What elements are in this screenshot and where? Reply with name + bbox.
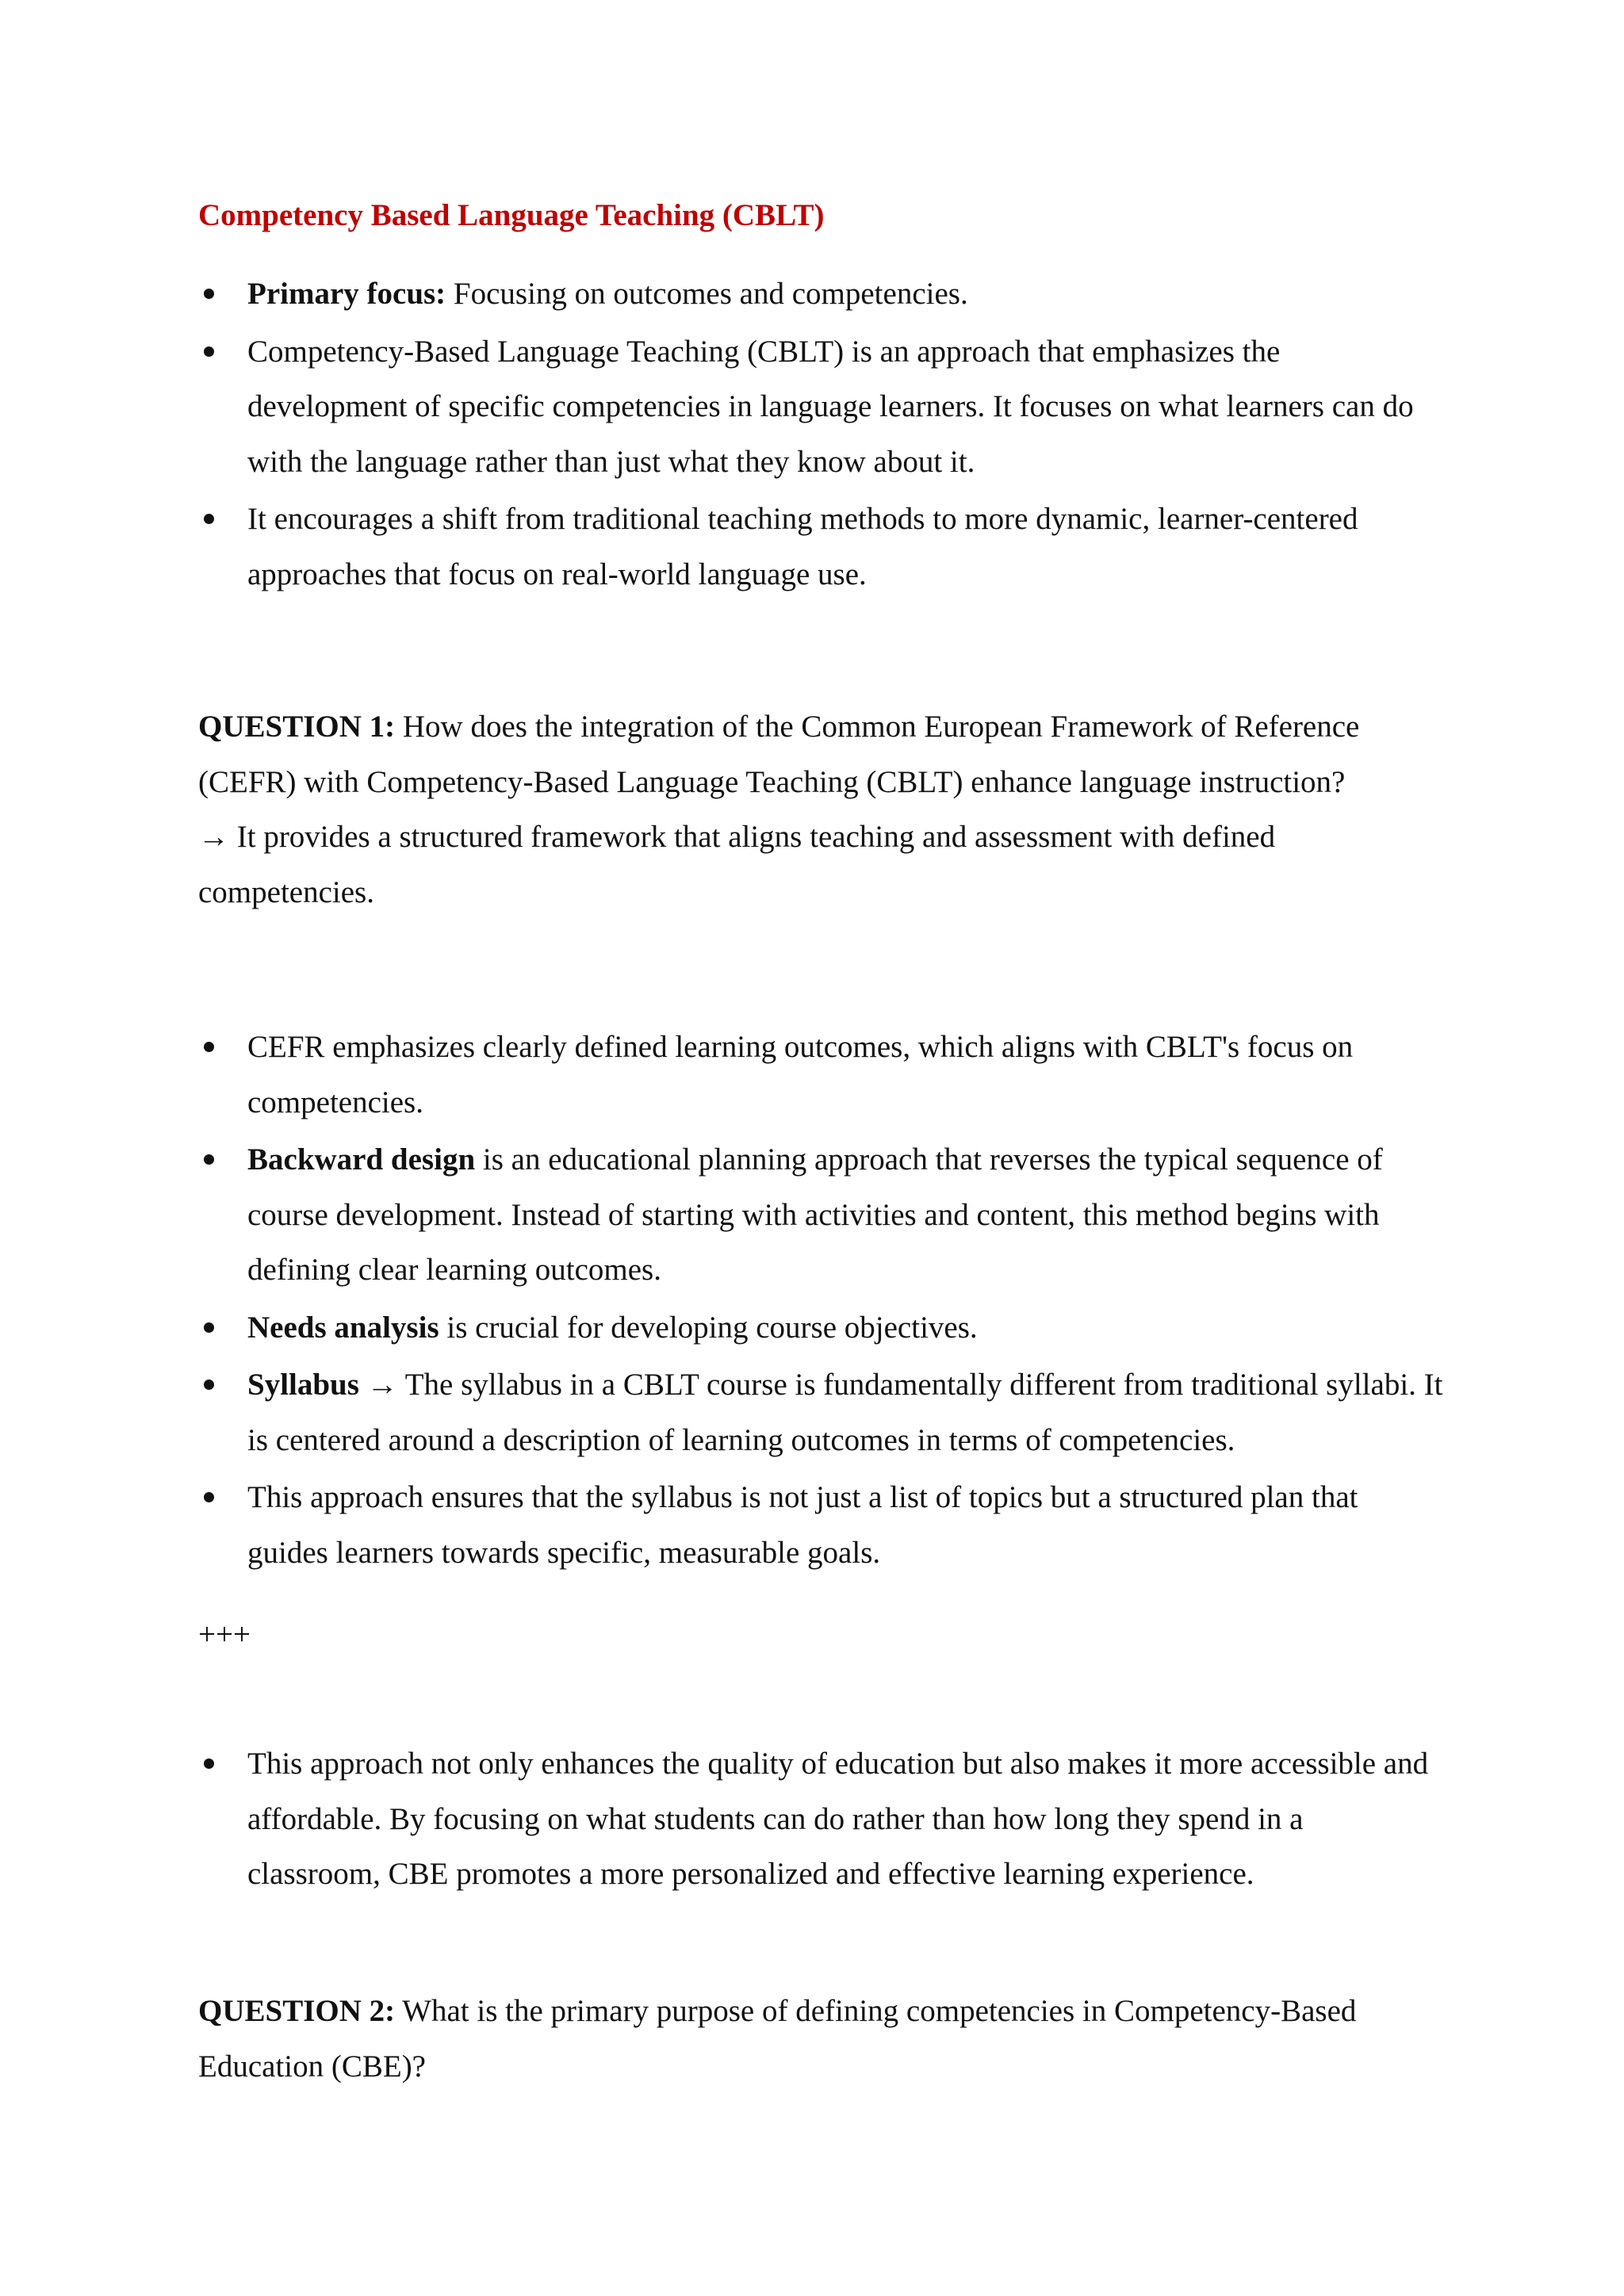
bullet-icon	[204, 1322, 214, 1333]
bold-term: Backward design	[247, 1142, 476, 1177]
list-item	[198, 1736, 1443, 1902]
bullet-icon	[204, 346, 214, 357]
bullet-list-intro	[198, 266, 1443, 604]
list-item-text: → The syllabus in a CBLT course is fundamentally different from traditional syllabi. It is centered around a description of learning outcomes in terms of competencies.	[247, 1368, 1443, 1457]
question-label: QUESTION 1:	[198, 710, 396, 744]
question-label: QUESTION 2:	[198, 1994, 396, 2028]
question-2	[198, 1984, 1443, 2094]
list-item	[198, 1300, 1443, 1356]
list-item-text: Competency-Based Language Teaching (CBLT) is an approach that emphasizes the development of specific competencies in language learners. It focuses on what learners can do with the language rather than just what they know about it.	[247, 334, 1414, 479]
list-item-text: It encourages a shift from traditional teaching methods to more dynamic, learner-centered approaches that focus on real-world language use.	[247, 502, 1358, 591]
bold-term: Needs analysis	[247, 1310, 439, 1345]
bullet-list-cbe	[198, 1736, 1443, 1904]
list-item	[198, 324, 1443, 490]
list-item-text: is an educational planning approach that reverses the typical sequence of course development. Instead of starting with activities and content, this method begins with defining clear learning outcomes.	[247, 1142, 1383, 1287]
bullet-icon	[204, 1380, 214, 1390]
bullet-icon	[204, 514, 214, 524]
bullet-icon	[204, 1154, 214, 1165]
list-item	[198, 266, 1443, 322]
bullet-icon	[204, 289, 214, 299]
list-item	[198, 1470, 1443, 1580]
list-item	[198, 1020, 1443, 1130]
list-item-text: CEFR emphasizes clearly defined learning outcomes, which aligns with CBLT's focus on competencies.	[247, 1030, 1354, 1119]
bullet-list-cefr	[198, 1020, 1443, 1582]
bullet-icon	[204, 1492, 214, 1502]
separator-text: +++	[198, 1617, 251, 1651]
list-item-text: This approach ensures that the syllabus is not just a list of topics but a structured plan that guides learners towards specific, measurable goals.	[247, 1480, 1358, 1570]
bold-term: Primary focus:	[247, 277, 446, 311]
bullet-icon	[204, 1042, 214, 1052]
bullet-icon	[204, 1758, 214, 1769]
list-item	[198, 1357, 1443, 1468]
question-1	[198, 699, 1443, 920]
question-text: How does the integration of the Common European Framework of Reference (CEFR) with Competency-Based Language Teaching (CBLT) enhance language instruction?	[198, 710, 1360, 799]
list-item	[198, 492, 1443, 602]
question-answer: → It provides a structured framework that aligns teaching and assessment with defined competencies.	[198, 820, 1276, 909]
bold-term: Syllabus	[247, 1368, 359, 1402]
list-item-text: Focusing on outcomes and competencies.	[446, 277, 968, 311]
question-text: What is the primary purpose of defining competencies in Competency-Based Education (CBE)?	[198, 1994, 1357, 2084]
list-item-text: This approach not only enhances the quality of education but also makes it more accessible and affordable. By focusing on what students can do rather than how long they spend in a classroom, CBE promotes a more personalized and effective learning experience.	[247, 1747, 1429, 1891]
list-item	[198, 1132, 1443, 1298]
list-item-text: is crucial for developing course objectives.	[439, 1310, 978, 1345]
page-title: Competency Based Language Teaching (CBLT)	[198, 198, 825, 232]
